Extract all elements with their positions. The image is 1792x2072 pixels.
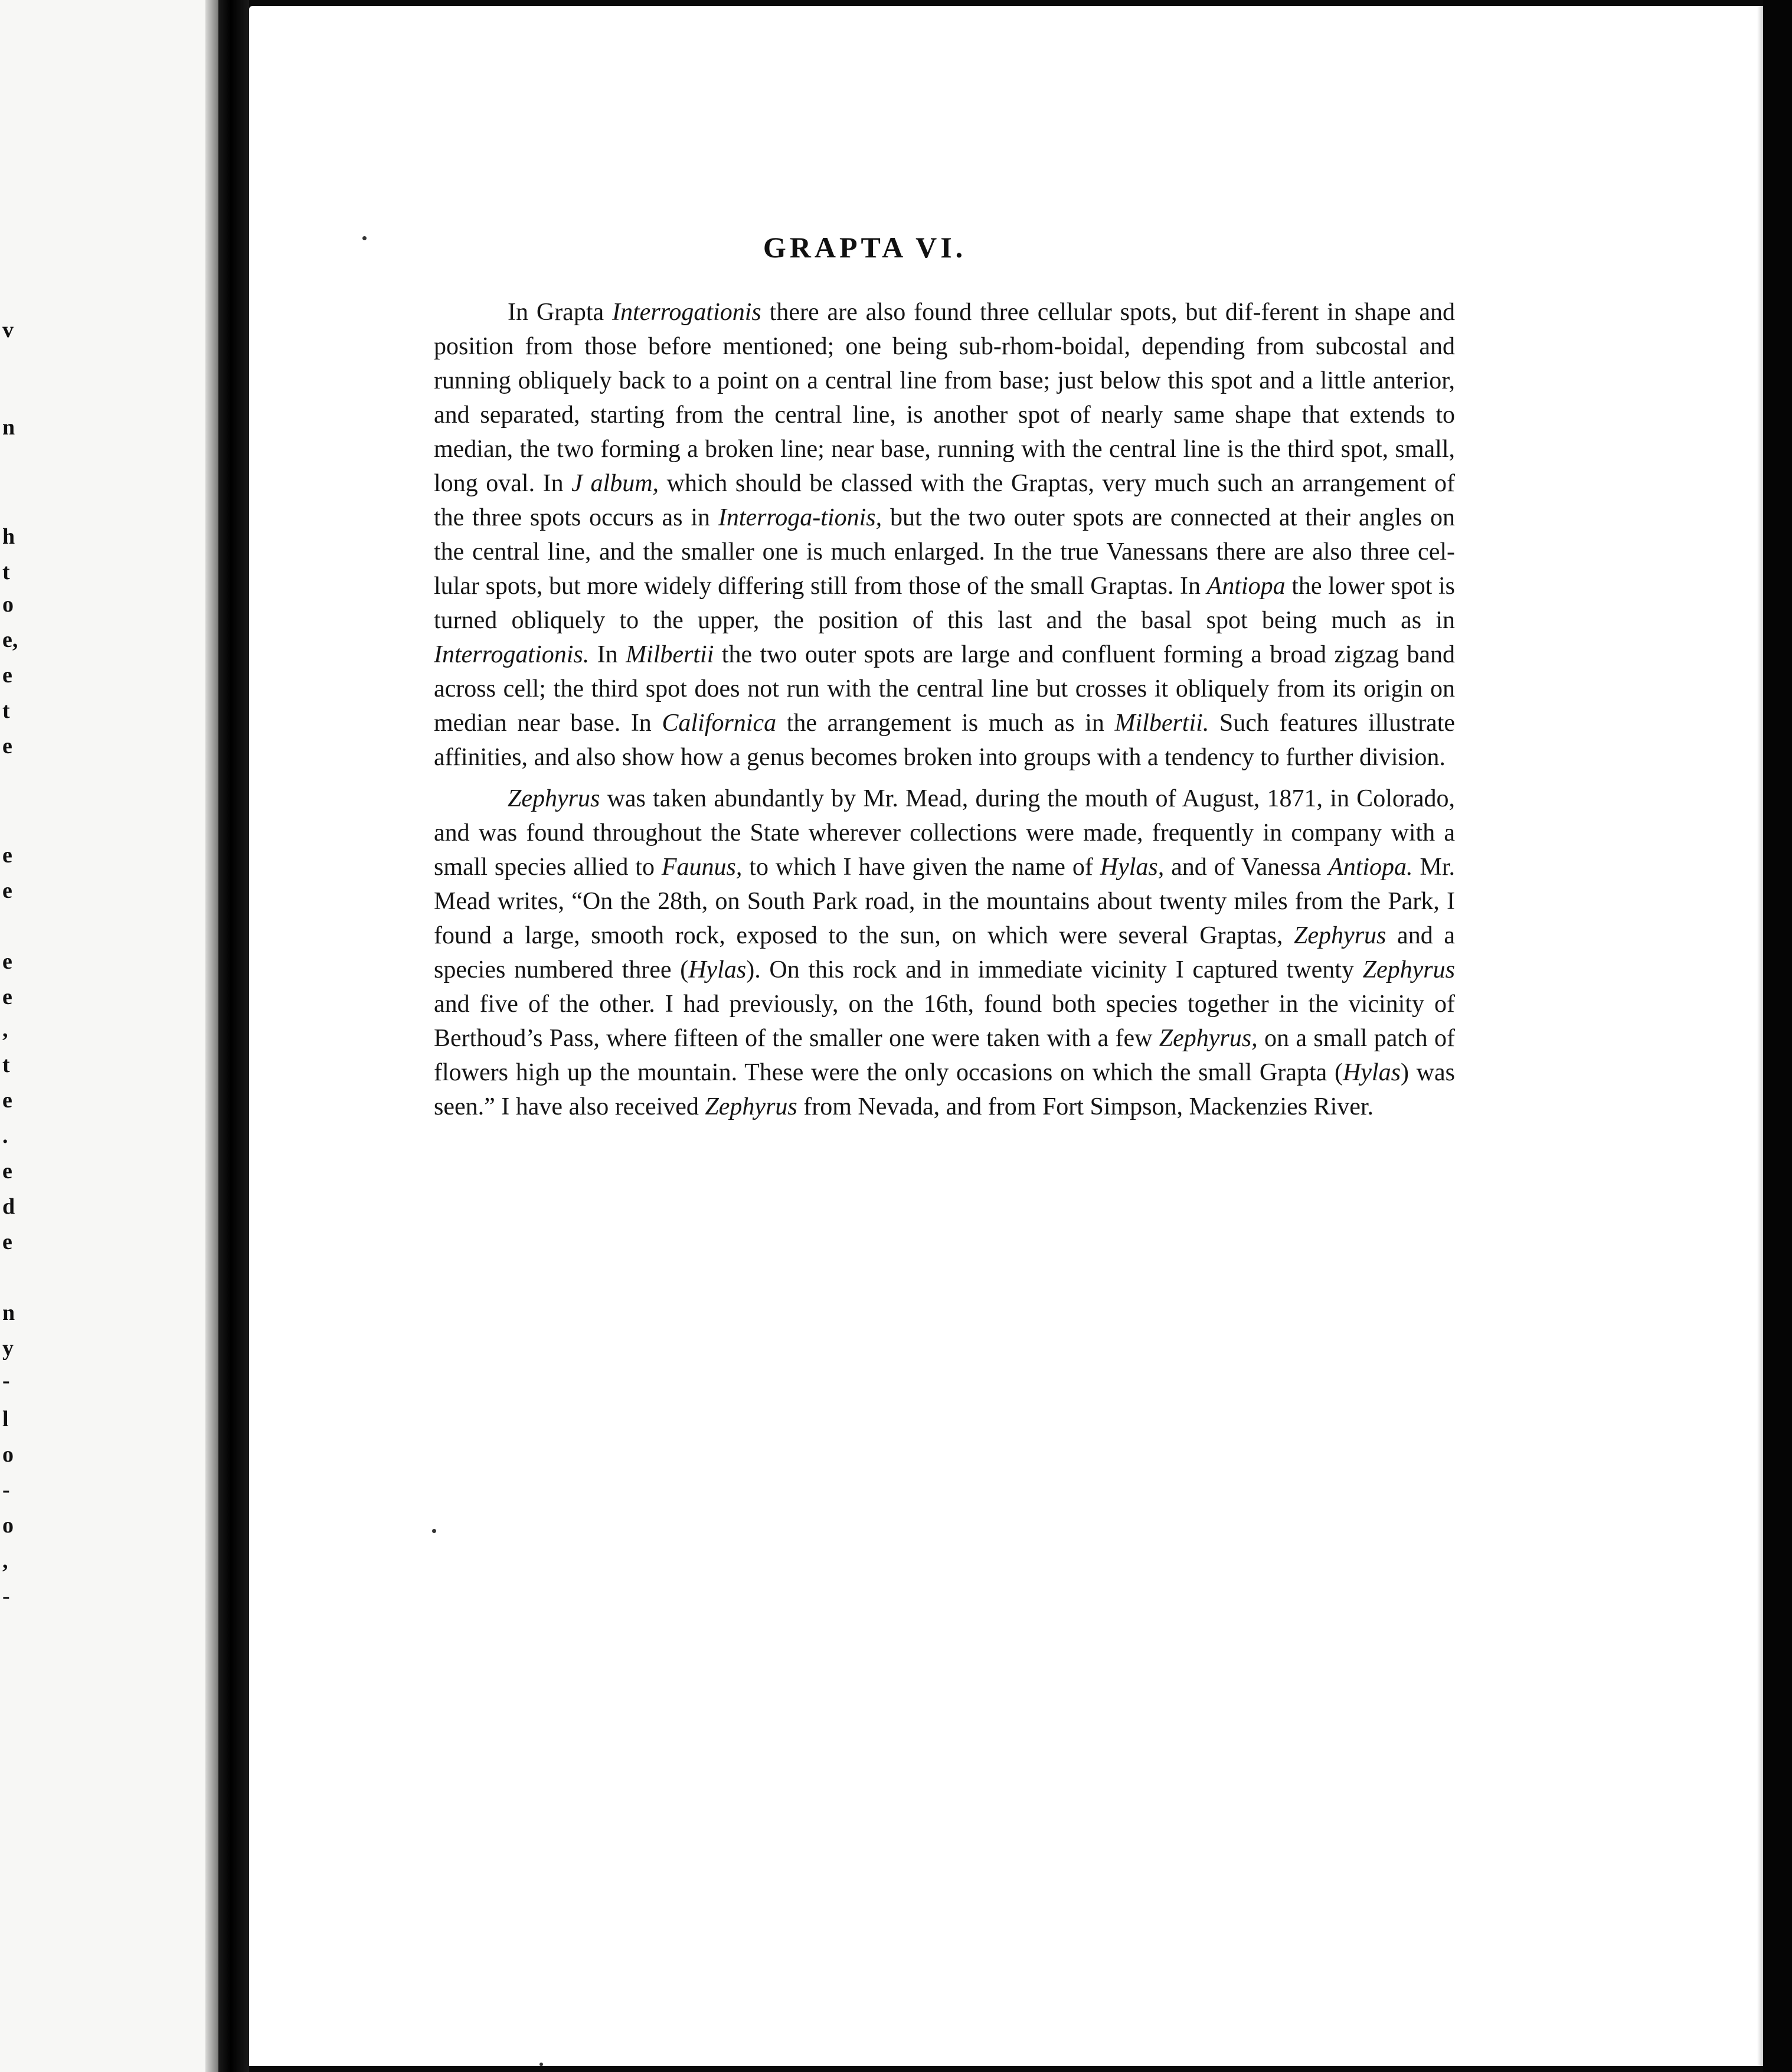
text-run: ) was seen.” I have also received bbox=[434, 1059, 1455, 1120]
italic-term: Zephyrus, bbox=[1159, 1025, 1258, 1052]
previous-page-fragment: , bbox=[2, 1017, 8, 1042]
previous-page-fragment: l bbox=[2, 1407, 9, 1432]
ink-speck bbox=[432, 1529, 436, 1533]
text-run: from Nevada, and from Fort Simpson, Mackenzies River. bbox=[797, 1093, 1374, 1120]
text-run: and of Vanessa bbox=[1164, 854, 1329, 881]
previous-page-fragment: v bbox=[2, 318, 14, 342]
italic-term: Faunus, bbox=[661, 854, 743, 881]
previous-page-strip bbox=[0, 0, 218, 2072]
italic-term: J album, bbox=[571, 470, 659, 497]
previous-page-fragment: d bbox=[2, 1194, 15, 1219]
text-run: on a small patch of flowers high up the mountain. These were the only occasions on which the small Grapta ( bbox=[434, 1025, 1455, 1086]
italic-term: Zephyrus bbox=[508, 785, 600, 812]
text-run: the two outer spots are large and confluent forming a broad zigzag band across cell; the third spot does not run with the central line but crosses it obliquely from its origin on median near base. In bbox=[434, 641, 1455, 737]
text-run: In bbox=[589, 641, 626, 668]
text-run: there are also found three cellular spots, but dif-ferent in shape and position from those before mentioned; one being sub-rhom-boidal, depending from subcostal and running obliquely back to a point on a central line from base; just below this spot and a little anterior, and separated, starting from the central line, is another spot of nearly same shape that extends to median, the two forming a broken line; near base, running with the central line is the third spot, small, long oval. In bbox=[434, 299, 1455, 497]
body-text bbox=[434, 295, 1455, 1124]
text-run: but the two outer spots are connected at their angles on the central line, and the smaller one is much enlarged. In the true Vanessans there are also three cel-lular spots, but more widely differing still from those of the small Graptas. In bbox=[434, 504, 1455, 600]
previous-page-text-fragments bbox=[0, 0, 35, 2072]
text-run: to which I have given the name of bbox=[742, 854, 1100, 881]
text-run: Such features illustrate affinities, and also show how a genus becomes broken into groups with a tendency to further division. bbox=[434, 710, 1456, 771]
previous-page-fragment: e bbox=[2, 949, 12, 974]
previous-page-fragment: e bbox=[2, 843, 12, 868]
book-gutter bbox=[218, 0, 249, 2072]
previous-page-fragment: - bbox=[2, 1478, 10, 1502]
italic-term: Hylas bbox=[688, 956, 747, 983]
paragraph bbox=[434, 782, 1455, 1124]
text-run: and a species numbered three ( bbox=[434, 922, 1455, 983]
italic-term: Antiopa. bbox=[1328, 854, 1413, 881]
previous-page-fragment: e bbox=[2, 878, 12, 903]
previous-page-fragment: t bbox=[2, 1053, 10, 1077]
previous-page-fragment: e bbox=[2, 1230, 12, 1254]
previous-page-fragment: - bbox=[2, 1584, 10, 1609]
text-run: In Grapta bbox=[508, 299, 612, 326]
italic-term: Milbertii bbox=[626, 641, 714, 668]
previous-page-fragment: e bbox=[2, 985, 12, 1009]
previous-page-fragment: t bbox=[2, 698, 10, 723]
previous-page-fragment: o bbox=[2, 1513, 14, 1538]
previous-page-fragment: y bbox=[2, 1336, 14, 1361]
previous-page-fragment: n bbox=[2, 1300, 15, 1325]
previous-page-fragment: e bbox=[2, 1159, 12, 1184]
italic-term: Hylas bbox=[1342, 1059, 1401, 1086]
italic-term: Hylas, bbox=[1100, 854, 1165, 881]
italic-term: Antiopa bbox=[1206, 573, 1286, 600]
ink-speck bbox=[539, 2063, 543, 2066]
previous-page-fragment: - bbox=[2, 1368, 10, 1393]
text-run: Mr. Mead writes, “On the 28th, on South Park road, in the mountains about twenty miles from the Park, I found a large, smooth rock, exposed to the sun, on which were several Graptas, bbox=[434, 854, 1455, 949]
text-run: was taken abundantly by Mr. Mead, during the mouth of August, 1871, in Colorado, and was found throughout the State wherever collections were made, frequently in company with a small species allied to bbox=[434, 785, 1455, 881]
italic-term: Interrogationis bbox=[612, 299, 761, 326]
italic-term: Zephyrus bbox=[1362, 956, 1455, 983]
previous-page-fragment: h bbox=[2, 524, 15, 549]
ink-speck bbox=[362, 236, 367, 240]
previous-page-fragment: o bbox=[2, 592, 14, 617]
italic-term: Californica bbox=[662, 710, 777, 737]
italic-term: Zephyrus bbox=[1294, 922, 1386, 949]
previous-page-fragment: e bbox=[2, 1088, 12, 1113]
previous-page-fragment: e bbox=[2, 663, 12, 688]
text-run: which should be classed with the Graptas, very much such an arrangement of the three spots occurs as in bbox=[434, 470, 1455, 531]
previous-page-fragment: . bbox=[2, 1123, 8, 1148]
italic-term: Interrogationis. bbox=[434, 641, 590, 668]
previous-page-fragment: o bbox=[2, 1442, 14, 1467]
scan-border bbox=[1763, 0, 1792, 2072]
text-run: the lower spot is turned obliquely to the upper, the position of this last and the basal spot being much as in bbox=[434, 573, 1455, 634]
italic-term: Milbertii. bbox=[1114, 710, 1209, 737]
text-run: and five of the other. I had previously, on the 16th, found both species together in the vicinity of Berthoud’s Pass, where fifteen of the smaller one were taken with a few bbox=[434, 991, 1455, 1052]
previous-page-fragment: t bbox=[2, 560, 10, 584]
previous-page-fragment: n bbox=[2, 415, 15, 440]
previous-page-fragment: e bbox=[2, 734, 12, 759]
text-run: the arrangement is much as in bbox=[776, 710, 1115, 737]
italic-term: Zephyrus bbox=[705, 1093, 797, 1120]
text-run: ). On this rock and in immediate vicinity I captured twenty bbox=[746, 956, 1363, 983]
previous-page-fragment: e, bbox=[2, 628, 18, 652]
previous-page-fragment: , bbox=[2, 1548, 8, 1573]
italic-term: Interroga-tionis, bbox=[718, 504, 882, 531]
paragraph bbox=[434, 295, 1455, 774]
